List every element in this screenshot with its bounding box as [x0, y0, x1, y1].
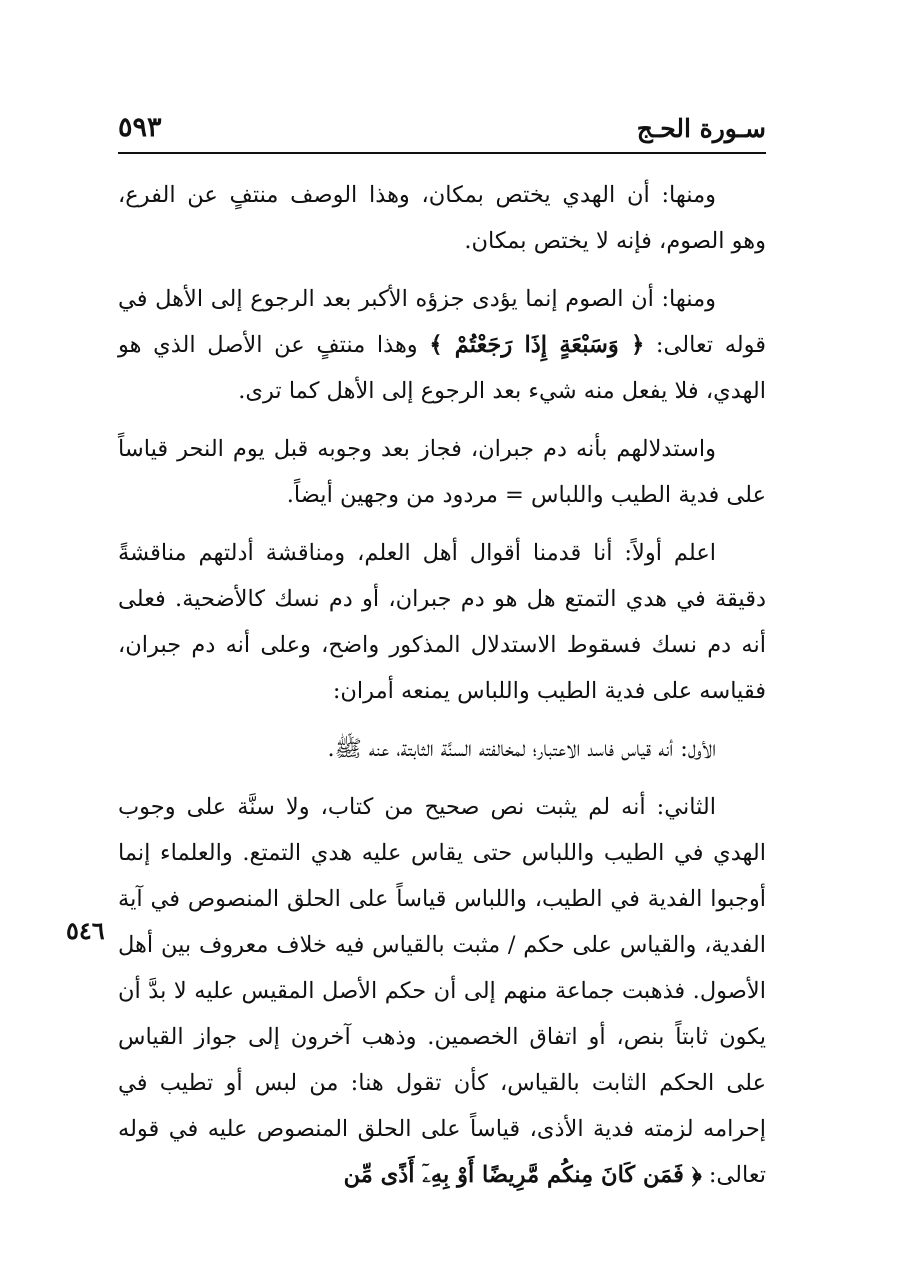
- paragraph-text: وهذا منتفٍ عن الأصل الذي هو الهدي، فلا يفعل منه شيء بعد الرجوع إلى الأهل كما ترى.: [118, 332, 766, 404]
- paragraph-text: اعلم أولاً: أنا قدمنا أقوال أهل العلم، ومناقشة أدلتهم مناقشةً دقيقة في هدي التمتع هل هو دم جبران، أو دم نسك كالأضحية. فعلى أنه دم نسك فسقوط الاستدلال المذكور واضح، وعلى أنه دم جبران، فقياسه على فدية الطيب واللباس يمنعه أمران:: [118, 540, 766, 704]
- paragraph-4: [118, 530, 766, 714]
- paragraph-text: ومنها: أن الهدي يختص بمكان، وهذا الوصف منتفٍ عن الفرع، وهو الصوم، فإنه لا يختص بمكان.: [118, 182, 766, 254]
- paragraph-2: [118, 276, 766, 414]
- quran-quote: ﴿ فَمَن كَانَ مِنكُم مَّرِيضًا أَوْ بِهِۦٓ أَذًى مِّن: [343, 1162, 702, 1188]
- paragraph-1: [118, 172, 766, 264]
- paragraph-6: [118, 784, 766, 1198]
- quran-quote: ﴿ وَسَبْعَةٍ إِذَا رَجَعْتُمْ ﴾: [429, 332, 645, 358]
- paragraph-text: الثاني: أنه لم يثبت نص صحيح من كتاب، ولا سنَّة على وجوب الهدي في الطيب واللباس حتى يقاس عليه هدي التمتع. والعلماء إنما أوجبوا الفدية في الطيب، واللباس قياساً على الحلق المنصوص في آية الفدية، والقياس على حكم / مثبت بالقياس فيه خلاف معروف بين أهل الأصول. فذهبت جماعة منهم إلى أن حكم الأصل المقيس عليه لا بدَّ أن يكون ثابتاً بنص، أو اتفاق الخصمين. وذهب آخرون إلى جواز القياس على الحكم الثابت بالقياس، كأن تقول هنا: من لبس أو تطيب في إحرامه لزمته فدية الأذى، قياساً على الحلق المنصوص عليه في قوله تعالى:: [118, 794, 766, 1188]
- running-title: سـورة الحـج: [636, 114, 766, 143]
- paragraph-5: [118, 726, 766, 772]
- margin-page-reference: ٥٤٦: [66, 916, 105, 945]
- page-number: ٥٩٣: [118, 112, 162, 143]
- paragraph-text: ومنها: أن الصوم إنما يؤدى جزؤه الأكبر بعد الرجوع إلى الأهل في قوله تعالى:: [118, 286, 767, 358]
- paragraph-3: [118, 426, 766, 518]
- paragraph-text: الأول: أنه قياس فاسد الاعتبار؛ لمخالفته السنَّة الثابتة، عنه ﷺ.: [327, 736, 716, 762]
- main-text: [118, 172, 766, 1198]
- page-header: [118, 108, 766, 154]
- paragraph-text: واستدلالهم بأنه دم جبران، فجاز بعد وجوبه قبل يوم النحر قياساً على فدية الطيب واللباس = مردود من وجهين أيضاً.: [118, 436, 766, 508]
